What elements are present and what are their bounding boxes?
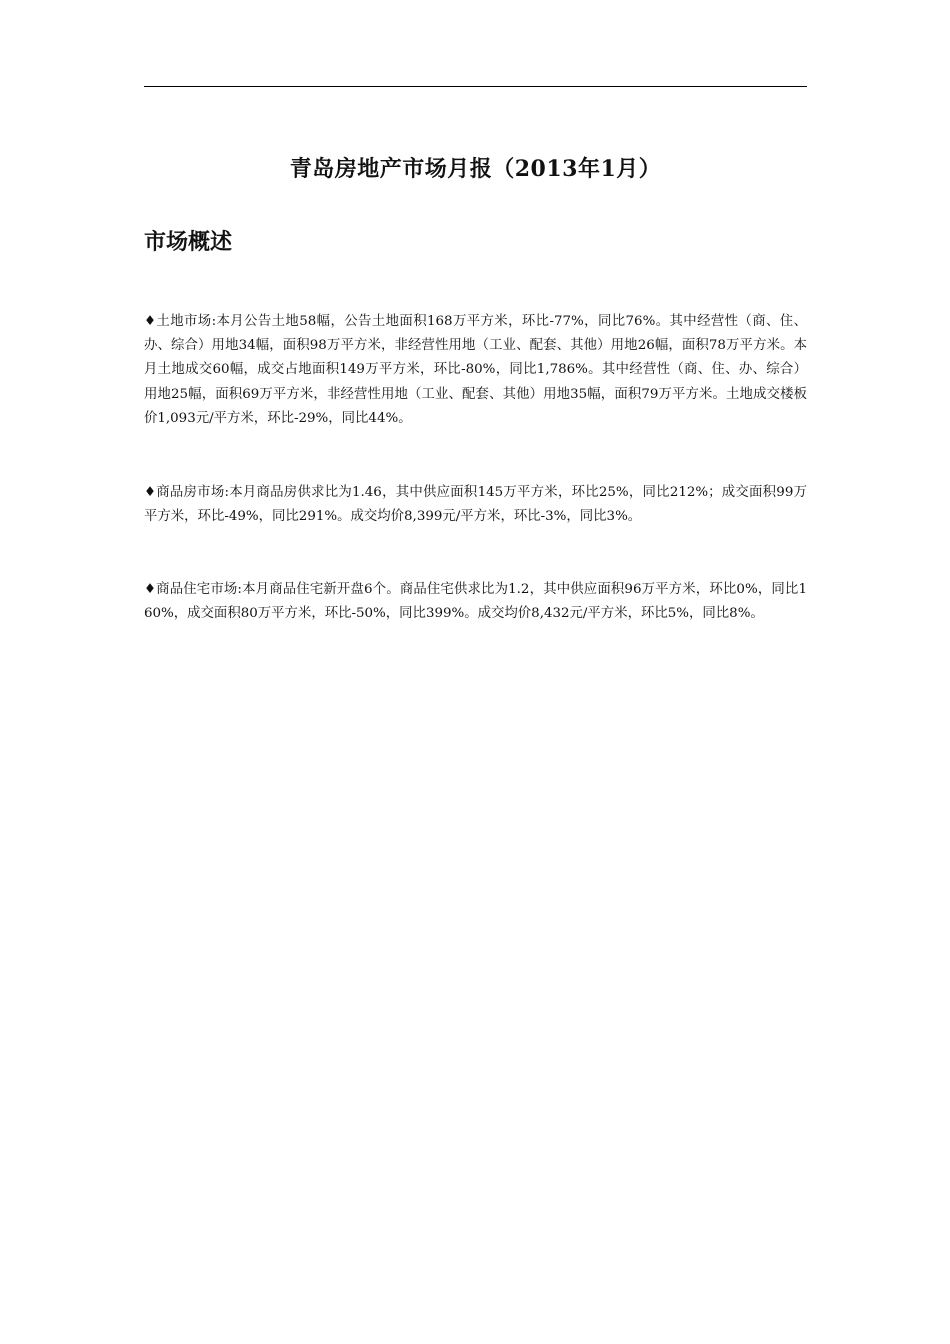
paragraph-commercial-housing-market: ♦商品房市场:本月商品房供求比为1.46，其中供应面积145万平方米，环比25%，同比212%；成交面积99万平方米，环比-49%，同比291%。成交均价8,399元/平方米，环比-3%，同比3%。 <box>144 485 807 525</box>
section-heading-market-overview: 市场概述 <box>144 229 233 255</box>
document-title: 青岛房地产市场月报（2013年1月） <box>289 156 662 182</box>
paragraph-land-market: ♦土地市场:本月公告土地58幅，公告土地面积168万平方米，环比-77%，同比76%。其中经营性（商、住、办、综合）用地34幅，面积98万平方米，非经营性用地（工业、配套、其他）用地26幅，面积78万平方米。本月土地成交60幅，成交占地面积149万平方米，环比-80%，同比1,786%。其中经营性（商、住、办、综合）用地25幅，面积69万平方米，非经营性用地（工业、配套、其他）用地35幅，面积79万平方米。土地成交楼板价1,093元/平方米，环比-29%，同比44%。 <box>144 314 807 426</box>
header-rule <box>144 86 807 87</box>
paragraph-residential-housing-market: ♦商品住宅市场:本月商品住宅新开盘6个。商品住宅供求比为1.2，其中供应面积96万平方米，环比0%，同比160%，成交面积80万平方米，环比-50%，同比399%。成交均价8,432元/平方米，环比5%，同比8%。 <box>144 582 807 622</box>
